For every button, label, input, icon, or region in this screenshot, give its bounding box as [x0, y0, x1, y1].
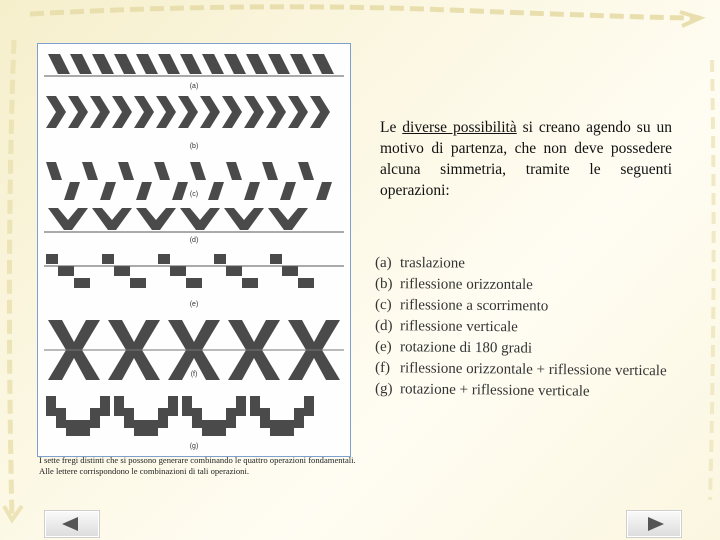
operation-letter: (g) — [374, 381, 393, 398]
figure-caption: I sette fregi distinti che si possono generare combinando le quattro operazioni fondamentali. Alle lettere corrispondono le combinazioni di tali operazioni. — [39, 455, 356, 476]
frieze-motif — [82, 162, 98, 180]
intro-underlined-phrase: diverse possibilità — [402, 119, 517, 136]
frieze-motif — [290, 54, 312, 74]
frieze-motif — [202, 54, 224, 74]
frieze-motif — [312, 54, 334, 74]
frieze-motif — [224, 54, 246, 74]
operation-label: riflessione orizzontale + riflessione verticale — [399, 360, 667, 380]
operation-item-f — [375, 360, 667, 380]
frieze-motif — [100, 182, 116, 200]
frieze-motif — [48, 54, 70, 74]
frieze-motif — [178, 96, 198, 128]
operation-item-a — [375, 255, 465, 273]
frieze-motif — [92, 208, 132, 230]
frieze-motif — [158, 254, 202, 288]
frieze-motif — [154, 162, 170, 180]
operation-item-b — [375, 276, 533, 294]
operation-item-c — [375, 297, 548, 315]
frieze-label: (b) — [189, 143, 199, 150]
next-slide-button[interactable] — [626, 510, 682, 538]
frieze-motif — [64, 182, 80, 200]
operation-letter: (a) — [374, 255, 392, 272]
intro-paragraph — [380, 117, 672, 201]
frieze-motif — [90, 96, 110, 128]
frieze-motif — [200, 96, 220, 128]
frieze-motif — [182, 396, 246, 436]
frieze-motif — [46, 162, 62, 180]
frieze-motif — [180, 54, 202, 74]
triangle-left-icon — [45, 511, 99, 537]
frieze-motif — [224, 208, 264, 230]
operation-letter: (d) — [374, 318, 393, 335]
operation-item-g — [375, 381, 590, 401]
operation-item-d — [375, 318, 518, 336]
frieze-label: (c) — [189, 191, 199, 198]
operation-letter: (f) — [374, 360, 391, 377]
frieze-motif — [136, 54, 158, 74]
frieze-motif — [136, 208, 176, 230]
frieze-motif — [114, 396, 178, 436]
frieze-motif — [310, 96, 330, 128]
operation-item-e — [375, 339, 532, 358]
operation-label: riflessione verticale — [399, 318, 518, 336]
frieze-motif — [46, 254, 90, 288]
frieze-motif — [92, 54, 114, 74]
previous-slide-button[interactable] — [44, 510, 100, 538]
triangle-right-icon — [627, 511, 681, 537]
frieze-label: (d) — [189, 237, 199, 244]
frieze-motif — [46, 396, 110, 436]
frieze-motif — [268, 208, 308, 230]
operation-letter: (c) — [374, 297, 392, 314]
frieze-patterns — [38, 44, 350, 456]
frieze-motif — [268, 54, 290, 74]
frieze-motif — [226, 162, 242, 180]
operation-label: riflessione a scorrimento — [399, 297, 549, 315]
frieze-figure — [37, 43, 351, 457]
frieze-motif — [262, 162, 278, 180]
frieze-label: (e) — [189, 301, 199, 308]
frieze-motif — [70, 54, 92, 74]
frieze-motif — [114, 54, 136, 74]
frieze-motif — [246, 54, 268, 74]
frieze-motif — [46, 96, 66, 128]
frieze-motif — [134, 96, 154, 128]
frieze-motif — [118, 162, 134, 180]
operation-letter: (e) — [374, 339, 392, 356]
frieze-motif — [250, 396, 314, 436]
operation-label: traslazione — [399, 255, 466, 272]
frieze-motif — [190, 162, 206, 180]
frieze-motif — [288, 96, 308, 128]
frieze-motif — [180, 208, 220, 230]
operation-label: riflessione orizzontale — [399, 276, 533, 294]
operation-label: rotazione di 180 gradi — [399, 339, 533, 357]
frieze-motif — [158, 54, 180, 74]
frieze-motif — [298, 162, 314, 180]
frieze-motif — [68, 96, 88, 128]
frieze-motif — [244, 96, 264, 128]
frieze-motif — [280, 182, 296, 200]
frieze-motif — [136, 182, 152, 200]
frieze-motif — [244, 182, 260, 200]
frieze-motif — [222, 96, 242, 128]
frieze-label: (g) — [189, 443, 199, 450]
frieze-label: (f) — [190, 371, 198, 378]
frieze-motif — [316, 182, 332, 200]
frieze-label: (a) — [189, 83, 199, 90]
frieze-motif — [270, 254, 314, 288]
frieze-motif — [48, 208, 88, 230]
frieze-motif — [266, 96, 286, 128]
operation-letter: (b) — [374, 276, 393, 293]
frieze-motif — [102, 254, 146, 288]
frieze-motif — [214, 254, 258, 288]
frieze-motif — [156, 96, 176, 128]
frieze-motif — [172, 182, 188, 200]
frieze-motif — [208, 182, 224, 200]
frieze-motif — [112, 96, 132, 128]
intro-text-start: Le — [380, 119, 403, 136]
operation-label: rotazione + riflessione verticale — [399, 381, 590, 400]
intro-text-end: si creano agendo su un motivo di partenza, che non deve possedere alcuna simmetria, tramite le seguenti operazioni: — [380, 119, 672, 199]
